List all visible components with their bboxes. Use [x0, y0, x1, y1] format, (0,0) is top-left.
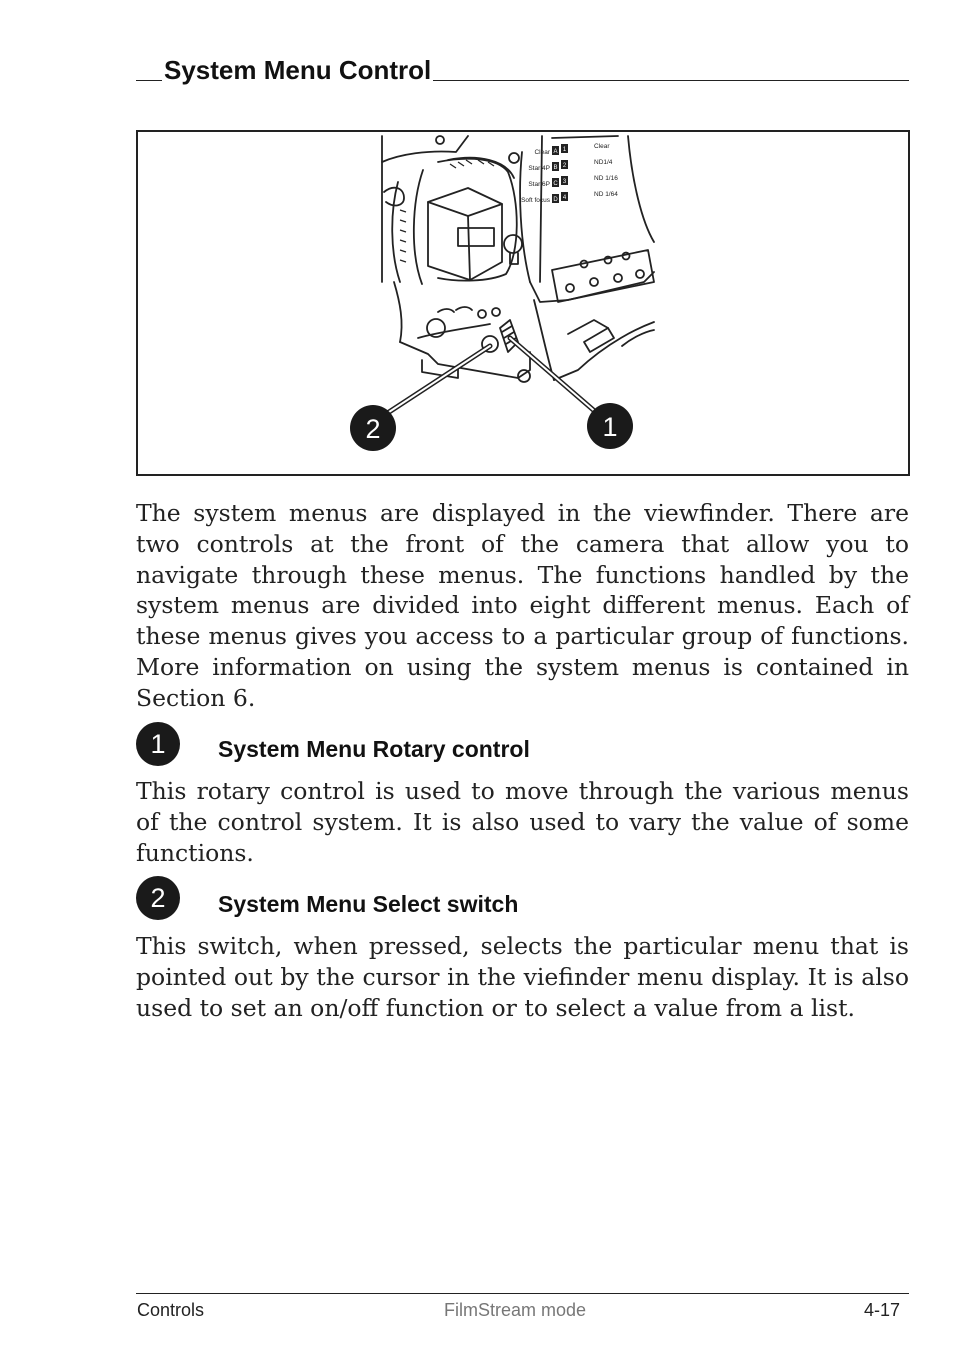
page-title: System Menu Control	[164, 55, 432, 85]
camera-illustration	[136, 130, 910, 476]
section-2-body: This switch, when pressed, selects the particular menu that is pointed out by the cursor in the viefinder menu display. It is also used to set an on/off function or to select a value from a list.	[136, 932, 909, 1022]
filter-label-left: Star 6P	[528, 181, 550, 188]
intro-paragraph: The system menus are displayed in the viewfinder. There are two controls at the front of the camera that allow you to navigate through these menus. The functions handled by the system menus are divided into eight different menus. Each of these menus gives you access to a particular group of functions. More information on using the system menus is contained in Section 6.	[136, 499, 909, 712]
filter-number-right: 3	[562, 179, 567, 185]
filter-number-right: 2	[562, 163, 567, 169]
filter-label-right: ND 1/16	[594, 175, 618, 182]
page-heading	[136, 50, 909, 86]
callout-1-label: 1	[602, 412, 618, 442]
filter-label-right: Clear	[594, 143, 610, 150]
footer-section-name: Controls	[137, 1300, 205, 1320]
section-2-title: System Menu Select switch	[218, 891, 519, 917]
filter-number-right: 4	[562, 195, 567, 201]
filter-number-left: C	[553, 181, 558, 187]
filter-label-left: Clear	[534, 149, 550, 156]
filter-number-right: 1	[562, 147, 567, 153]
filter-number-left: B	[553, 165, 558, 171]
camera-drawing	[138, 132, 908, 474]
filter-number-left: A	[553, 149, 558, 155]
page-number: 4-17	[864, 1300, 901, 1320]
section-1-body: This rotary control is used to move through the various menus of the control system. It is also used to vary the value of some functions.	[136, 777, 909, 867]
footer-rule	[136, 1293, 909, 1294]
filter-label-right: ND 1/64	[594, 191, 618, 198]
filter-label-left: Star 4P	[528, 165, 550, 172]
section-1-number-badge: 1	[136, 722, 180, 766]
section-1-title: System Menu Rotary control	[218, 736, 530, 762]
section-2-number-badge: 2	[136, 876, 180, 920]
footer-mode: FilmStream mode	[444, 1300, 587, 1320]
filter-label-left: Soft focus	[521, 197, 550, 204]
callout-2-label: 2	[365, 414, 381, 444]
filter-number-left: D	[553, 197, 558, 203]
filter-label-right: ND1/4	[594, 159, 613, 166]
